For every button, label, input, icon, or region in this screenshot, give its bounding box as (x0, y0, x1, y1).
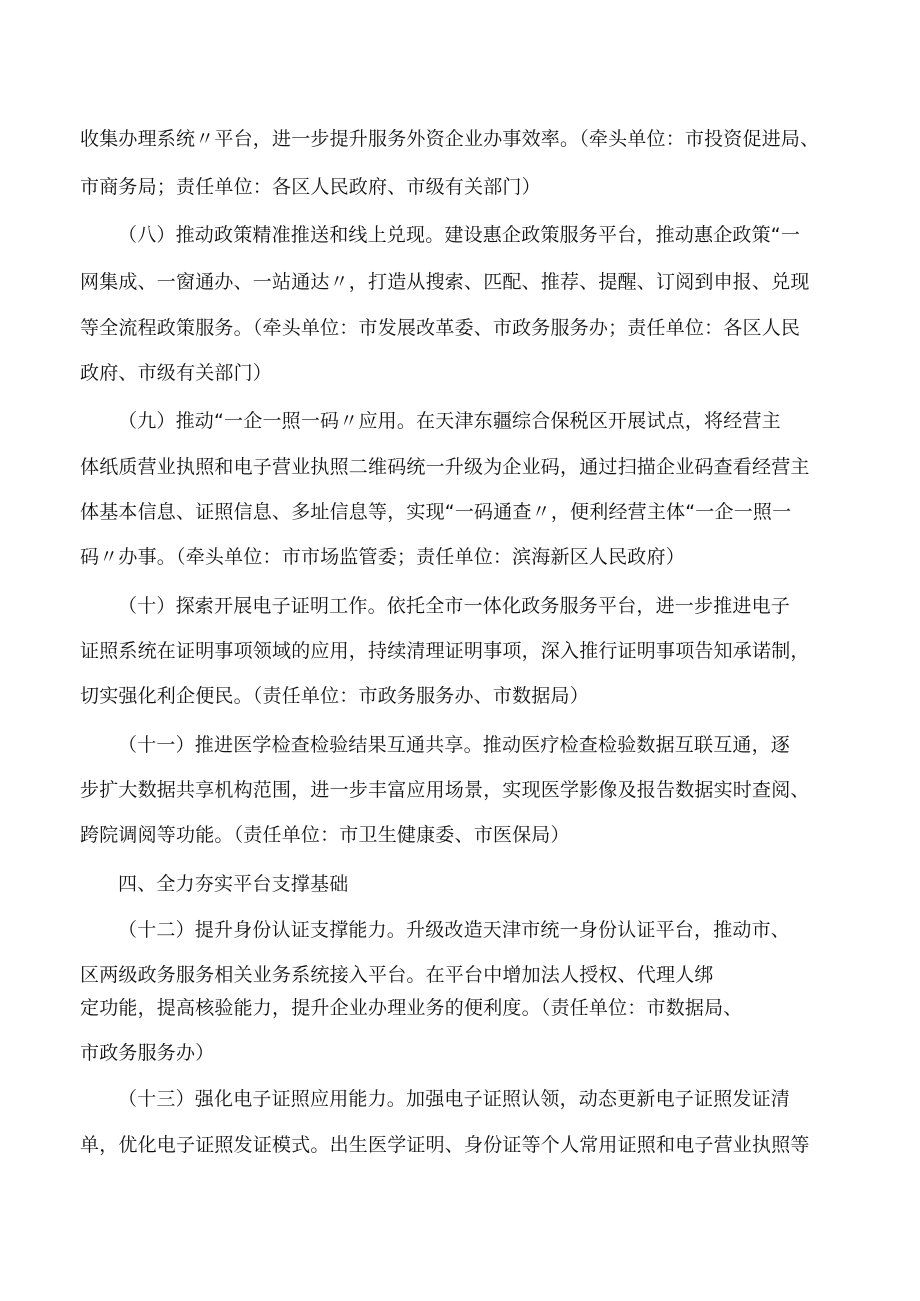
text-line: 市政务服务办） (80, 1042, 215, 1064)
text-line: 等全流程政策服务。（牵头单位：市发展改革委、市政务服务办；责任单位：各区人民 (80, 317, 801, 339)
text-line: 体基本信息、证照信息、多址信息等，实现“一码通查〃，便利经营主体“一企一照一 (80, 501, 792, 523)
text-line: （十三）强化电子证照应用能力。加强电子证照认领，动态更新电子证照发证清 (118, 1088, 791, 1110)
text-line: 单，优化电子证照发证模式。出生医学证明、身份证等个人常用证照和电子营业执照等 (80, 1134, 810, 1156)
section-heading: 四、全力夯实平台支撑基础 (118, 873, 349, 895)
text-line: 定功能，提高核验能力，提升企业办理业务的便利度。（责任单位：市数据局、 (80, 997, 743, 1019)
text-line: （十二）提升身份认证支撑能力。升级改造天津市统一身份认证平台，推动市、 (118, 919, 791, 941)
text-line: 区两级政务服务相关业务系统接入平台。在平台中增加法人授权、代理人绑 (80, 964, 714, 986)
text-line: 体纸质营业执照和电子营业执照二维码统一升级为企业码，通过扫描企业码查看经营主 (80, 456, 810, 478)
text-line: 政府、市级有关部门） (80, 362, 273, 384)
text-line: （八）推动政策精准推送和线上兑现。建设惠企政策服务平台，推动惠企政策“一 (118, 224, 801, 246)
text-line: 网集成、一窗通办、一站通达〃，打造从搜索、匹配、推荐、提醒、订阅到申报、兑现 (80, 271, 810, 293)
text-line: （十）探索开展电子证明工作。依托全市一体化政务服务平台，进一步推进电子 (118, 595, 791, 617)
text-line: （九）推动“一企一照一码〃应用。在天津东疆综合保税区开展试点，将经营主 (118, 410, 781, 432)
text-line: 收集办理系统〃平台，进一步提升服务外资企业办事效率。（牵头单位：市投资促进局、 (80, 128, 820, 150)
text-line: 证照系统在证明事项领域的应用，持续清理证明事项，深入推行证明事项告知承诺制， (80, 640, 810, 662)
text-line: 市商务局；责任单位：各区人民政府、市级有关部门） (80, 176, 541, 198)
text-line: 切实强化利企便民。（责任单位：市政务服务办、市数据局） (80, 685, 589, 707)
text-line: （十一）推进医学检查检验结果互通共享。推动医疗检查检验数据互联互通，逐 (118, 734, 791, 756)
text-line: 步扩大数据共享机构范围，进一步丰富应用场景，实现医学影像及报告数据实时查阅、 (80, 779, 810, 801)
text-line: 码〃办事。（牵头单位：市市场监管委；责任单位：滨海新区人民政府） (80, 546, 685, 568)
text-line: 跨院调阅等功能。（责任单位：市卫生健康委、市医保局） (80, 824, 570, 846)
